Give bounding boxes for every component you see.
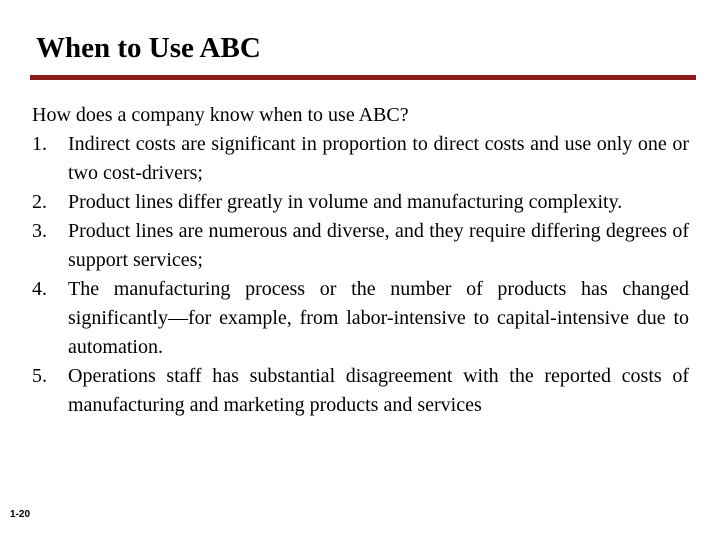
list-item-text: Product lines differ greatly in volume and manufacturing complexity.	[68, 191, 623, 213]
list-item-number: 4.	[32, 278, 47, 300]
list-item	[32, 362, 689, 420]
list-item-text: Indirect costs are significant in proportion to direct costs and use only one or two cost-drivers;	[68, 133, 689, 184]
slide-title: When to Use ABC	[36, 32, 261, 64]
slide-number: 1-20	[10, 509, 31, 520]
slide-body	[32, 101, 689, 420]
list-item	[32, 275, 689, 362]
list-item-number: 1.	[32, 133, 47, 155]
list-item-number: 2.	[32, 191, 47, 213]
list-item-number: 3.	[32, 220, 47, 242]
list-item	[32, 130, 689, 188]
list-item	[32, 217, 689, 275]
question-text: How does a company know when to use ABC?	[32, 104, 409, 126]
list-item	[32, 188, 689, 217]
list-item-text: Product lines are numerous and diverse, and they require differing degrees of support services;	[68, 220, 689, 271]
list-item-text: Operations staff has substantial disagreement with the reported costs of manufacturing and marketing products and services	[68, 365, 689, 416]
list-item-text: The manufacturing process or the number of products has changed significantly—for example, from labor-intensive to capital-intensive due to automation.	[68, 278, 689, 358]
title-divider	[30, 75, 696, 80]
list-item-number: 5.	[32, 365, 47, 387]
